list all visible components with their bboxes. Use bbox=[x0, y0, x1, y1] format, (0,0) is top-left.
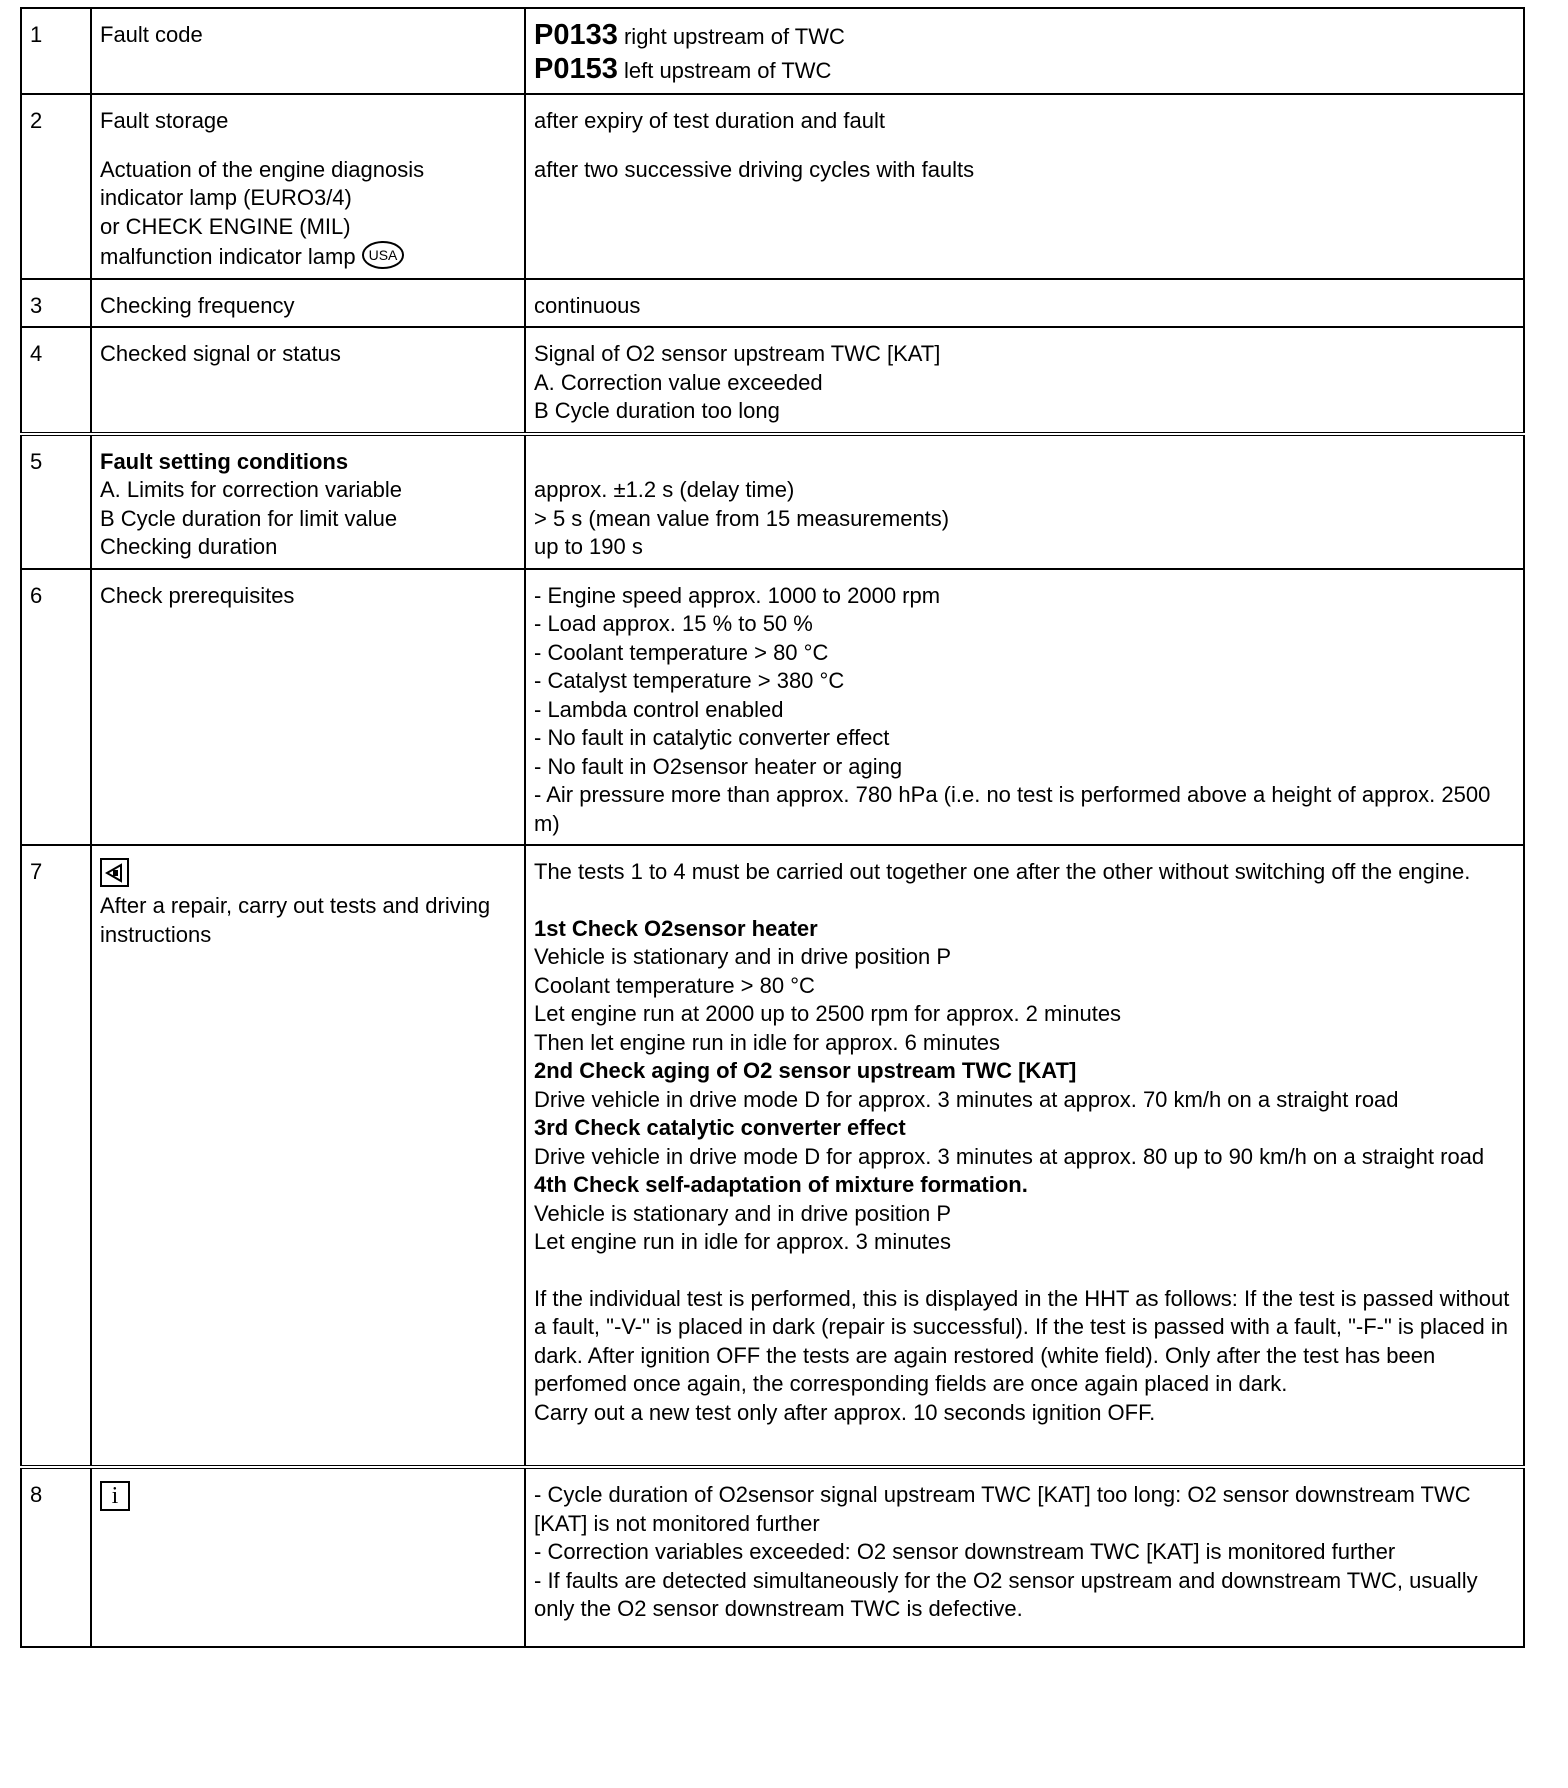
value-line: - No fault in catalytic converter effect bbox=[534, 725, 890, 750]
label-line: Checking duration bbox=[100, 534, 278, 559]
table-row bbox=[21, 569, 1524, 846]
label-line: Fault storage bbox=[100, 108, 229, 133]
label-line: malfunction indicator lamp bbox=[100, 244, 356, 269]
row-number: 2 bbox=[21, 94, 91, 279]
info-icon: i bbox=[100, 1481, 130, 1511]
test-heading: 2nd Check aging of O2 sensor upstream TWC [KAT] bbox=[534, 1058, 1077, 1083]
row-number: 3 bbox=[21, 279, 91, 328]
row-label bbox=[91, 1467, 525, 1647]
row-number: 7 bbox=[21, 845, 91, 1467]
label-line: A. Limits for correction variable bbox=[100, 477, 402, 502]
value-line: - Cycle duration of O2sensor signal upstream TWC [KAT] too long: O2 sensor downstream TWC [KAT] is not monitored further bbox=[534, 1482, 1471, 1536]
table-row bbox=[21, 434, 1524, 569]
label-line: or CHECK ENGINE (MIL) bbox=[100, 213, 351, 239]
value-line: Let engine run in idle for approx. 3 minutes bbox=[534, 1229, 952, 1254]
value-line: Vehicle is stationary and in drive position P bbox=[534, 944, 952, 969]
value-line: B Cycle duration too long bbox=[534, 398, 780, 423]
value-line: - No fault in O2sensor heater or aging bbox=[534, 753, 903, 779]
value-line: Vehicle is stationary and in drive position P bbox=[534, 1200, 952, 1226]
row-label bbox=[91, 94, 525, 279]
value-line: - Correction variables exceeded: O2 sensor downstream TWC [KAT] is monitored further bbox=[534, 1539, 1396, 1564]
value-line: Let engine run at 2000 up to 2500 rpm for approx. 2 minutes bbox=[534, 1001, 1122, 1026]
value-line: - Engine speed approx. 1000 to 2000 rpm bbox=[534, 582, 941, 608]
repair-instructions-icon bbox=[100, 858, 129, 887]
fault-code: P0133 bbox=[534, 19, 618, 51]
row-value bbox=[525, 94, 1524, 279]
row-number: 1 bbox=[21, 8, 91, 94]
value-line: - Load approx. 15 % to 50 % bbox=[534, 611, 813, 636]
table-row bbox=[21, 8, 1524, 94]
table-row bbox=[21, 1467, 1524, 1647]
row-value: continuous bbox=[525, 279, 1524, 328]
row-number: 5 bbox=[21, 434, 91, 569]
value-line: Signal of O2 sensor upstream TWC [KAT] bbox=[534, 341, 941, 366]
usa-badge-icon: USA bbox=[362, 241, 405, 269]
table-row bbox=[21, 327, 1524, 434]
table-row bbox=[21, 279, 1524, 328]
row-value bbox=[525, 327, 1524, 434]
value-line: Drive vehicle in drive mode D for approx. 3 minutes at approx. 70 km/h on a straight road bbox=[534, 1086, 1399, 1112]
row-value bbox=[525, 569, 1524, 846]
fault-code-text: left upstream of TWC bbox=[623, 58, 832, 83]
row-value bbox=[525, 845, 1524, 1467]
value-line: > 5 s (mean value from 15 measurements) bbox=[534, 505, 950, 531]
row-label: Fault code bbox=[91, 8, 525, 94]
value-line: Carry out a new test only after approx. 10 seconds ignition OFF. bbox=[534, 1399, 1156, 1425]
row-label: Checked signal or status bbox=[91, 327, 525, 434]
value-line: - Lambda control enabled bbox=[534, 696, 784, 722]
value-line: The tests 1 to 4 must be carried out together one after the other without switching off the engine. bbox=[534, 859, 1471, 884]
row-label bbox=[91, 845, 525, 1467]
value-line: A. Correction value exceeded bbox=[534, 369, 823, 395]
value-line: approx. ±1.2 s (delay time) bbox=[534, 477, 795, 502]
test-heading: 4th Check self-adaptation of mixture formation. bbox=[534, 1172, 1028, 1197]
value-line: - Coolant temperature > 80 °C bbox=[534, 639, 829, 665]
row-value bbox=[525, 8, 1524, 94]
table-row bbox=[21, 94, 1524, 279]
value-line: after expiry of test duration and fault bbox=[534, 108, 885, 133]
label-heading: Fault setting conditions bbox=[100, 448, 349, 474]
value-line: Then let engine run in idle for approx. 6 minutes bbox=[534, 1029, 1000, 1055]
value-line: If the individual test is performed, this is displayed in the HHT as follows: If the test is passed without a fault, "-V-" is placed in dark (repair is successful). If the test is passed with a fault, "-F-" is placed in dark. After ignition OFF the tests are again restored (white field). Only after the test has been perfomed once again, the corresponding fields are once again placed in dark. bbox=[534, 1285, 1510, 1396]
row-value bbox=[525, 434, 1524, 569]
row-number: 8 bbox=[21, 1467, 91, 1647]
label-line: B Cycle duration for limit value bbox=[100, 505, 398, 531]
row-value bbox=[525, 1467, 1524, 1647]
value-line: up to 190 s bbox=[534, 534, 643, 559]
table-row bbox=[21, 845, 1524, 1467]
row-label: Checking frequency bbox=[91, 279, 525, 328]
row-label: Check prerequisites bbox=[91, 569, 525, 846]
value-line: after two successive driving cycles with faults bbox=[534, 156, 975, 182]
test-heading: 1st Check O2sensor heater bbox=[534, 915, 818, 941]
row-number: 4 bbox=[21, 327, 91, 434]
value-line: - If faults are detected simultaneously for the O2 sensor upstream and downstream TWC, usually only the O2 sensor downstream TWC is defective. bbox=[534, 1567, 1478, 1621]
value-line: Coolant temperature > 80 °C bbox=[534, 972, 815, 998]
fault-table bbox=[20, 7, 1525, 1648]
fault-code: P0153 bbox=[534, 53, 618, 85]
label-line: After a repair, carry out tests and driving instructions bbox=[100, 893, 491, 947]
value-line: - Catalyst temperature > 380 °C bbox=[534, 668, 845, 693]
value-line: - Air pressure more than approx. 780 hPa (i.e. no test is performed above a height of approx. 2500 m) bbox=[534, 782, 1491, 836]
test-heading: 3rd Check catalytic converter effect bbox=[534, 1115, 906, 1140]
value-line: Drive vehicle in drive mode D for approx. 3 minutes at approx. 80 up to 90 km/h on a straight road bbox=[534, 1143, 1485, 1169]
row-number: 6 bbox=[21, 569, 91, 846]
row-label bbox=[91, 434, 525, 569]
fault-code-text: right upstream of TWC bbox=[623, 24, 845, 49]
label-line: indicator lamp (EURO3/4) bbox=[100, 185, 352, 210]
label-line: Actuation of the engine diagnosis bbox=[100, 156, 425, 182]
